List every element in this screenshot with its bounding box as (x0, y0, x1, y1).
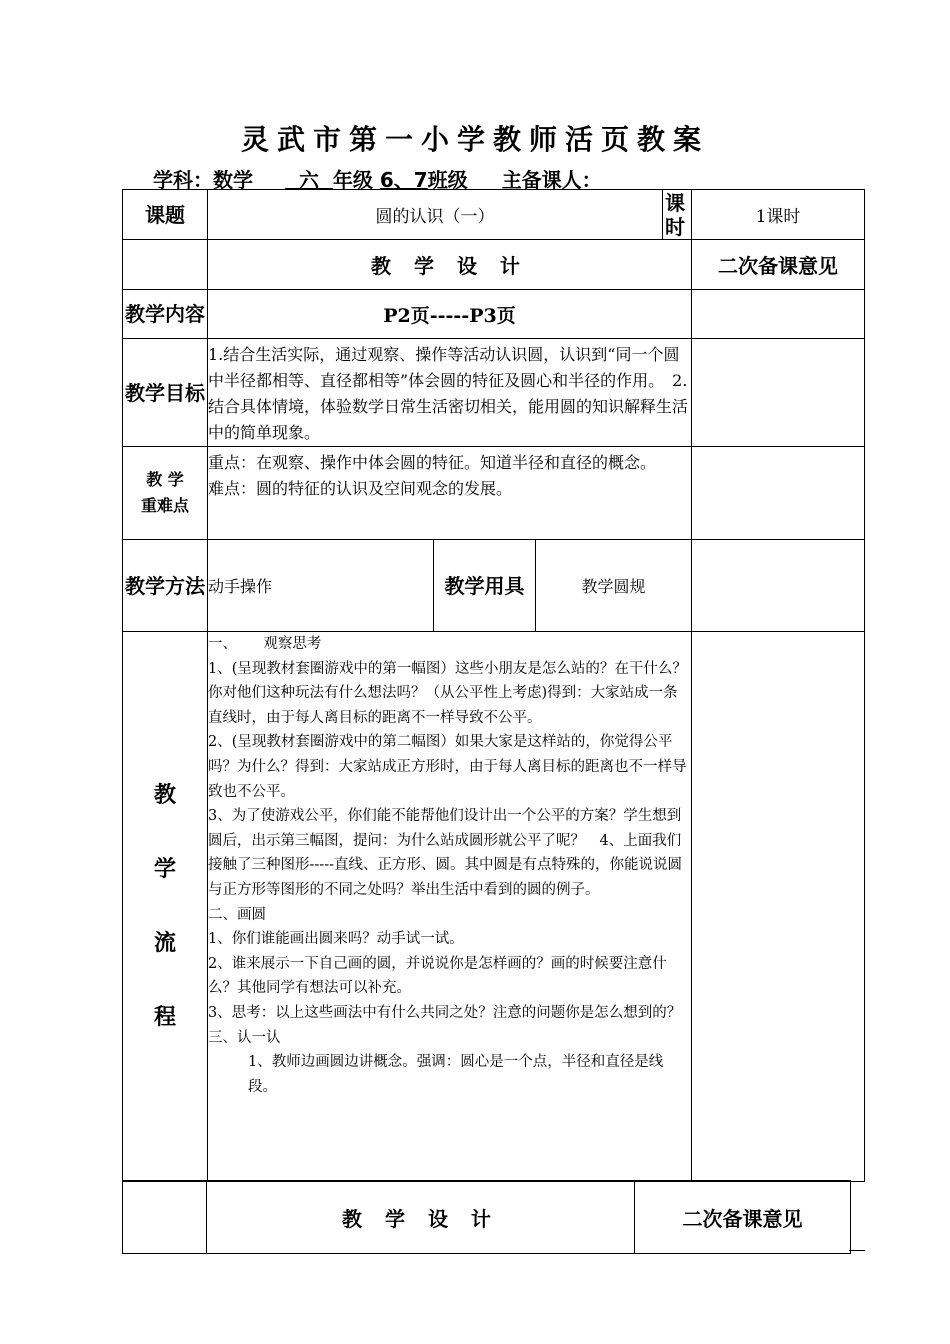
process-line: 3、思考：以上这些画法中有什么共同之处？注意的问题你是怎么想到的？ (208, 1004, 682, 1021)
class-suffix: 班级 (427, 168, 468, 192)
document-title: 灵武市第一小学教师活页教案 (240, 123, 709, 156)
subject-label: 学科： (153, 168, 213, 192)
topic-row (123, 190, 865, 240)
continuation-blank-cell (123, 1181, 207, 1254)
key-label-line2: 重难点 (140, 496, 189, 515)
period-label: 课 时 (663, 190, 692, 240)
continuation-review-header: 二次备课意见 (635, 1181, 851, 1254)
goals-review-cell (692, 339, 865, 447)
design-header: 教 学 设 计 (208, 240, 692, 290)
process-line: 3、为了使游戏公平，你们能不能帮他们设计出一个公平的方案？学生想到圆后，出示第三幅图，提问：为什么站成圆形就公平了呢？ 4、上面我们接触了三种图形-----直线、正方形、圆。其中圆是有点特殊的，你能说说圆与正方形等图形的不同之处吗？举出生活中看到的圆的例子。 (208, 808, 682, 898)
subject-value: 数学 (213, 168, 253, 192)
method-review-cell (692, 540, 865, 632)
key-review-cell (692, 447, 865, 540)
goals-text: 1.结合生活实际，通过观察、操作等活动认识圆，认识到“同一个圆中半径都相等、直径都相等”体会圆的特征及圆心和半径的作用。 2.结合具体情境，体验数学日常生活密切相关，能用圆的知识解释生活中的简单现象。 (208, 339, 692, 447)
tools-value: 教学圆规 (536, 540, 692, 632)
process-line: 一、 观察思考 (208, 636, 322, 652)
topic-value: 圆的认识（一） (208, 190, 663, 240)
blank-cell (123, 240, 208, 290)
difficult-point: 难点：圆的特征的认识及空间观念的发展。 (208, 479, 513, 498)
process-text (208, 632, 692, 1182)
grade-value: 六 (298, 168, 319, 192)
key-points-label (123, 447, 208, 540)
process-line: 1、教师边画圆边讲概念。强调：圆心是一个点，半径和直径是线段。 (248, 1054, 664, 1095)
class-value: 6、7 (379, 168, 428, 192)
process-line: 二、画圆 (208, 906, 266, 923)
period-value: 1课时 (692, 190, 865, 240)
content-review-cell (692, 290, 865, 339)
review-header: 二次备课意见 (692, 240, 865, 290)
process-line: 2、(呈现教材套圈游戏中的第二幅图）如果大家是这样站的，你觉得公平吗？为什么？得到：大家站成正方形时，由于每人离目标的距离也不一样导致也不公平。 (208, 734, 687, 800)
continuation-design-header: 教 学 设 计 (207, 1181, 635, 1254)
method-label: 教学方法 (123, 540, 208, 632)
process-line: 1、(呈现教材套圈游戏中的第一幅图）这些小朋友是怎么站的？在干什么？你对他们这种玩法有什么想法吗？（从公平性上考虑)得到：大家站成一条直线时，由于每人离目标的距离不一样导致不公平。 (208, 660, 687, 726)
key-points-row (123, 447, 865, 540)
grade-suffix: 年级 (332, 168, 373, 192)
process-row (123, 632, 865, 1182)
process-review-cell (692, 632, 865, 1182)
table-edge-line (849, 1250, 865, 1251)
content-row (123, 290, 865, 339)
goals-row (123, 339, 865, 447)
process-label: 教 学 流 程 (123, 632, 208, 1182)
topic-label: 课题 (123, 190, 208, 240)
key-label-line1: 教 学 (146, 470, 184, 489)
tools-label: 教学用具 (434, 540, 536, 632)
key-point: 重点：在观察、操作中体会圆的特征。知道半径和直径的概念。 (208, 453, 657, 472)
content-label: 教学内容 (123, 290, 208, 339)
continuation-header-row (123, 1181, 851, 1254)
design-header-row (123, 240, 865, 290)
method-value: 动手操作 (208, 540, 434, 632)
process-line: 2、谁来展示一下自己画的圆，并说说你是怎样画的？画的时候要注意什么？其他同学有想法可以补充。 (208, 955, 667, 997)
process-line: 三、认一认 (208, 1029, 281, 1046)
goals-label: 教学目标 (123, 339, 208, 447)
continuation-table (122, 1180, 851, 1254)
preparer-label: 主备课人： (501, 168, 602, 192)
method-row (123, 540, 865, 632)
lesson-plan-table (122, 189, 865, 1182)
key-points-text (208, 447, 692, 540)
content-value: P2页-----P3页 (208, 290, 692, 339)
process-line: 1、你们谁能画出圆来吗？动手试一试。 (208, 931, 464, 948)
